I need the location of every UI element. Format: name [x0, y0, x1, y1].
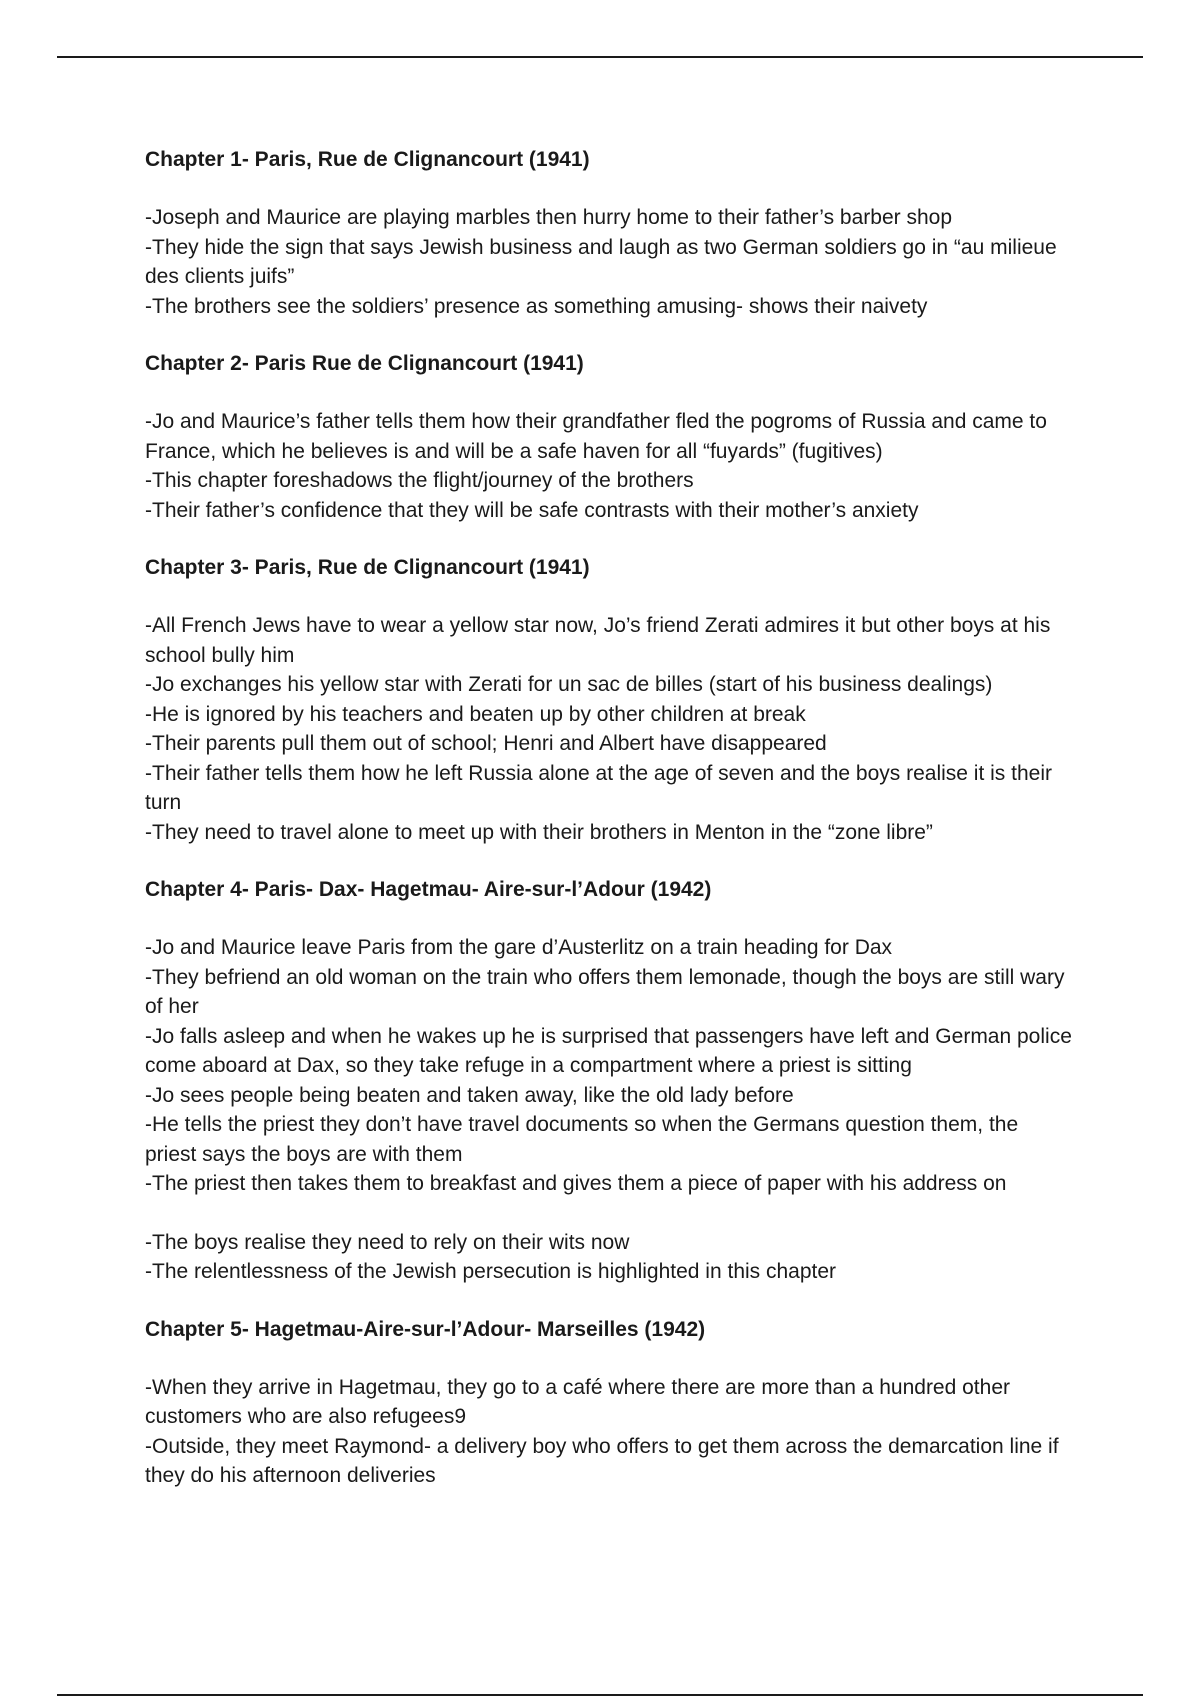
chapter-note: -Jo exchanges his yellow star with Zerati for un sac de billes (start of his business dealings) — [145, 673, 993, 696]
chapter-note: -Jo and Maurice’s father tells them how their grandfather fled the pogroms of Russia and came to France, which he believes is and will be a safe haven for all “fuyards” (fugitives) — [145, 410, 1047, 463]
chapter-note: -They befriend an old woman on the train who offers them lemonade, though the boys are still wary of her — [145, 965, 1065, 1018]
chapter-5 — [145, 1315, 1075, 1491]
top-rule — [57, 56, 1143, 58]
chapter-note: -Jo falls asleep and when he wakes up he is surprised that passengers have left and German police come aboard at Dax, so they take refuge in a compartment where a priest is sitting — [145, 1024, 1072, 1077]
chapter-note: -This chapter foreshadows the flight/journey of the brothers — [145, 469, 694, 492]
chapter-note: -The relentlessness of the Jewish persecution is highlighted in this chapter — [145, 1260, 837, 1283]
bottom-rule — [57, 1694, 1143, 1696]
chapter-note: -Jo sees people being beaten and taken away, like the old lady before — [145, 1083, 794, 1107]
chapter-heading: Chapter 3- Paris, Rue de Clignancourt (1941) — [145, 556, 590, 579]
chapter-note: -The boys realise they need to rely on their wits now — [145, 1230, 630, 1254]
chapter-note: -The brothers see the soldiers’ presence as something amusing- shows their naivety — [145, 294, 928, 318]
chapter-note: -Jo and Maurice leave Paris from the gare d’Austerlitz on a train heading for Dax — [145, 936, 893, 959]
paragraph-gap — [145, 1199, 1075, 1228]
chapter-note: -The priest then takes them to breakfast and gives them a piece of paper with his address on — [145, 1172, 1007, 1195]
document-body — [145, 145, 1075, 1491]
chapter-heading: Chapter 4- Paris- Dax- Hagetmau- Aire-sur-l’Adour (1942) — [145, 878, 712, 901]
chapter-note: -He tells the priest they don’t have travel documents so when the Germans question them, the priest says the boys are with them — [145, 1113, 1019, 1166]
chapter-3 — [145, 553, 1075, 847]
chapter-note: -They need to travel alone to meet up with their brothers in Menton in the “zone libre” — [145, 820, 933, 844]
chapter-4 — [145, 875, 1075, 1287]
chapter-2 — [145, 349, 1075, 525]
chapter-note: -All French Jews have to wear a yellow star now, Jo’s friend Zerati admires it but other boys at his school bully him — [145, 614, 1051, 667]
chapter-note: -Outside, they meet Raymond- a delivery boy who offers to get them across the demarcation line if they do his afternoon deliveries — [145, 1434, 1059, 1487]
chapter-note: -He is ignored by his teachers and beaten up by other children at break — [145, 702, 806, 726]
chapter-note: -Joseph and Maurice are playing marbles then hurry home to their father’s barber shop — [145, 206, 952, 229]
chapter-note: -Their father tells them how he left Russia alone at the age of seven and the boys realise it is their turn — [145, 761, 1052, 814]
chapter-heading: Chapter 5- Hagetmau-Aire-sur-l’Adour- Marseilles (1942) — [145, 1317, 706, 1341]
chapter-heading: Chapter 2- Paris Rue de Clignancourt (1941) — [145, 352, 584, 375]
chapter-note: -They hide the sign that says Jewish business and laugh as two German soldiers go in “au milieue des clients juifs” — [145, 235, 1057, 288]
chapter-heading: Chapter 1- Paris, Rue de Clignancourt (1941) — [145, 148, 590, 171]
chapter-note: -Their father’s confidence that they will be safe contrasts with their mother’s anxiety — [145, 498, 919, 522]
chapter-1 — [145, 145, 1075, 321]
chapter-note: -When they arrive in Hagetmau, they go to a café where there are more than a hundred other customers who are also refugees9 — [145, 1375, 1010, 1428]
chapter-note: -Their parents pull them out of school; Henri and Albert have disappeared — [145, 732, 827, 755]
